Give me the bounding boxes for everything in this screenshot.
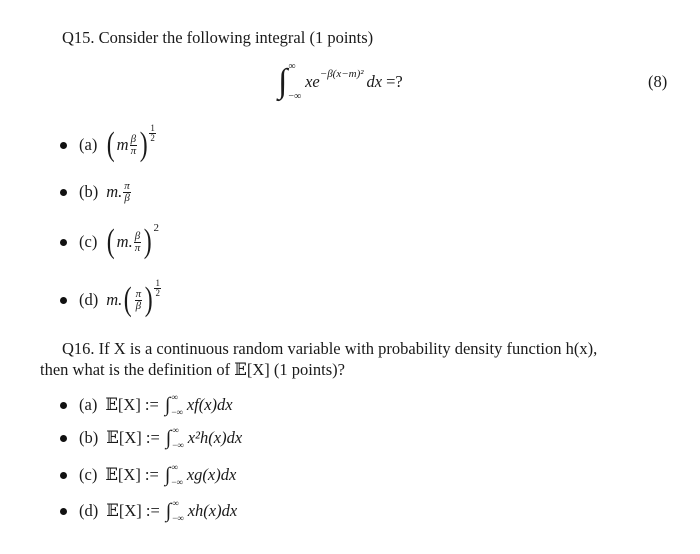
fraction-denominator: π (130, 144, 137, 157)
fraction-numerator: β (134, 229, 141, 242)
option-label: (a) (79, 135, 98, 154)
fraction-numerator: π (124, 179, 130, 192)
integral-upper-limit: ∞ (171, 392, 178, 402)
left-paren: ( (123, 281, 132, 318)
option-fraction (123, 181, 131, 204)
q15-option-c[interactable] (60, 222, 159, 262)
integral-limits (171, 393, 183, 417)
fraction-denominator: β (124, 191, 130, 204)
integral-upper-limit: ∞ (172, 425, 179, 435)
integral-lower-limit: −∞ (172, 513, 184, 523)
option-lhs: 𝔼[X] := (105, 395, 159, 414)
option-integrand: xf(x)dx (186, 395, 233, 414)
option-label: (c) (79, 232, 98, 251)
option-label: (d) (79, 501, 99, 520)
bullet (60, 189, 67, 196)
q16-option-c[interactable] (60, 458, 236, 492)
power-numerator: 1 (150, 122, 155, 133)
option-lhs: 𝔼[X] := (105, 465, 159, 484)
option-expression (106, 181, 132, 204)
fraction-numerator: π (135, 287, 142, 300)
left-paren: ( (107, 223, 115, 260)
right-paren: ) (143, 223, 152, 260)
q16-option-b[interactable] (60, 421, 242, 455)
option-label: (b) (79, 182, 99, 201)
q15-integral (278, 60, 403, 104)
option-label: (a) (79, 395, 98, 414)
option-expression (105, 122, 156, 163)
q15-header: Q15. Consider the following integral (1 points) (62, 28, 374, 47)
option-label: (d) (79, 290, 99, 309)
option-lhs: 𝔼[X] := (106, 428, 160, 447)
integral-sign: ∫ (164, 394, 171, 416)
fraction-denominator: π (134, 241, 141, 254)
fraction-denominator: β (135, 299, 142, 312)
left-paren: ( (107, 126, 115, 163)
q16-question-line1: Q16. If X is a continuous random variable with probability density function h(x), (62, 339, 598, 358)
integral-lower-limit: −∞ (172, 440, 184, 450)
option-integrand: x²h(x)dx (187, 428, 243, 447)
q16-question-line2: then what is the definition of 𝔼[X] (1 points)? (40, 360, 345, 379)
bullet (60, 402, 67, 409)
integral-upper-limit: ∞ (172, 498, 179, 508)
q15-option-a[interactable] (60, 122, 156, 165)
integral-limits (172, 499, 184, 523)
integral-lower-limit: −∞ (171, 407, 183, 417)
integral-upper-limit: ∞ (288, 61, 296, 72)
integral-lower-limit: −∞ (171, 477, 183, 487)
option-power (154, 279, 161, 298)
option-base: m (116, 135, 129, 154)
q15-option-b[interactable] (60, 172, 132, 212)
integral-sign: ∫ (165, 427, 172, 449)
integral-upper-limit: ∞ (171, 462, 178, 472)
bullet (60, 142, 67, 149)
option-base: m. (116, 232, 133, 251)
power-denominator: 2 (155, 287, 160, 298)
integral-sign: ∫ (278, 63, 288, 100)
integrand-base: xe (305, 72, 320, 91)
bullet (60, 472, 67, 479)
integrand-exponent: −β(x−m)² (319, 68, 364, 80)
right-paren: ) (144, 281, 153, 318)
integral-lower-limit: −∞ (288, 91, 302, 102)
integral-differential: dx (366, 72, 383, 91)
q16-option-a[interactable] (60, 388, 233, 422)
bullet (60, 239, 67, 246)
equation-number: (8) (648, 72, 668, 91)
option-base: m. (106, 290, 123, 309)
right-paren: ) (139, 126, 148, 163)
power-denominator: 2 (150, 132, 155, 143)
option-fraction (135, 289, 143, 312)
fraction-numerator: β (130, 132, 137, 145)
q16-option-d[interactable] (60, 494, 237, 528)
option-expression (106, 277, 161, 318)
option-integrand: xg(x)dx (186, 465, 237, 484)
integral-limits (171, 463, 183, 487)
option-power: 2 (153, 222, 160, 234)
bullet (60, 508, 67, 515)
option-integrand: xh(x)dx (187, 501, 238, 520)
integral-rhs: =? (386, 72, 403, 91)
option-label: (c) (79, 465, 98, 484)
option-power (149, 124, 156, 143)
option-expression (105, 222, 160, 260)
integral-limits (288, 62, 301, 102)
bullet (60, 297, 67, 304)
option-fraction (130, 134, 137, 157)
option-lhs: 𝔼[X] := (106, 501, 160, 520)
integral-sign: ∫ (164, 464, 171, 486)
option-base: m. (106, 182, 123, 201)
integral-sign: ∫ (165, 500, 172, 522)
option-fraction (134, 231, 141, 254)
option-label: (b) (79, 428, 99, 447)
integral-limits (172, 426, 184, 450)
power-numerator: 1 (155, 277, 160, 288)
bullet (60, 435, 67, 442)
q15-option-d[interactable] (60, 277, 161, 320)
